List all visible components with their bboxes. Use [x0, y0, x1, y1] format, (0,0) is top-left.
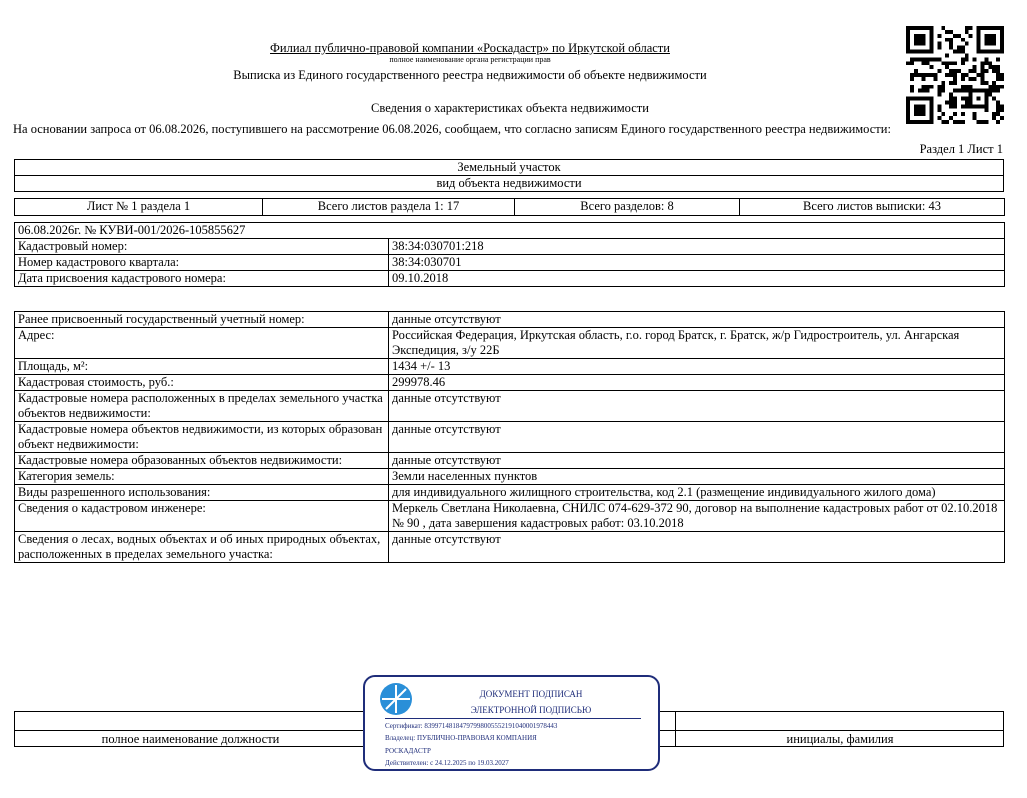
table-row [15, 453, 1005, 469]
stamp-divider [385, 718, 641, 719]
row-label: Кадастровые номера расположенных в пределах земельного участка объектов недвижимости: [15, 391, 389, 422]
stamp-title: ДОКУМЕНТ ПОДПИСАН [479, 689, 583, 699]
section-page-label: Раздел 1 Лист 1 [919, 142, 1003, 156]
row-value: данные отсутствуют [389, 391, 1005, 422]
row-label: Кадастровая стоимость, руб.: [15, 375, 389, 391]
row-label: Дата присвоения кадастрового номера: [15, 271, 389, 287]
total-sheets-count: Всего листов выписки: 43 [740, 199, 1005, 216]
position-label: полное наименование должности [101, 732, 280, 746]
electronic-signature-stamp [363, 675, 660, 771]
object-type: Земельный участок [15, 160, 1004, 176]
row-label: Виды разрешенного использования: [15, 485, 389, 501]
table-row [15, 359, 1005, 375]
row-label: Ранее присвоенный государственный учетный номер: [15, 312, 389, 328]
sheet-info-table [14, 198, 1005, 216]
row-label: Номер кадастрового квартала: [15, 255, 389, 271]
table-row [15, 375, 1005, 391]
row-value: данные отсутствуют [389, 312, 1005, 328]
record-table [14, 222, 1005, 287]
sections-count: Всего разделов: 8 [515, 199, 740, 216]
stamp-owner: Владелец: ПУБЛИЧНО-ПРАВОВАЯ КОМПАНИЯ [385, 734, 537, 742]
row-label: Кадастровые номера образованных объектов недвижимости: [15, 453, 389, 469]
row-label: Кадастровый номер: [15, 239, 389, 255]
table-row [15, 422, 1005, 453]
table-row [15, 312, 1005, 328]
qr-code-icon [906, 26, 1004, 124]
section-sheets-count: Всего листов раздела 1: 17 [263, 199, 515, 216]
row-label: Категория земель: [15, 469, 389, 485]
table-row [15, 255, 1005, 271]
table-row [15, 501, 1005, 532]
details-table [14, 311, 1005, 563]
name-label: инициалы, фамилия [786, 732, 894, 746]
row-label: Сведения о кадастровом инженере: [15, 501, 389, 532]
row-label: Кадастровые номера объектов недвижимости, из которых образован объект недвижимости: [15, 422, 389, 453]
row-value: Российская Федерация, Иркутская область, г.о. город Братск, г. Братск, ж/р Гидростроитель, ул. Ангарская Экспедиция, з/у 22Б [389, 328, 1005, 359]
row-value: Земли населенных пунктов [389, 469, 1005, 485]
row-value: 38:34:030701:218 [389, 239, 1005, 255]
row-value: для индивидуального жилищного строительства, код 2.1 (размещение индивидуального жилого дома) [389, 485, 1005, 501]
org-subtitle: полное наименование органа регистрации прав [389, 55, 551, 64]
row-value: Меркель Светлана Николаевна, СНИЛС 074-629-372 90, договор на выполнение кадастровых работ от 02.10.2018 № 90 , дата завершения кадастровых работ: 03.10.2018 [389, 501, 1005, 532]
table-row [15, 328, 1005, 359]
row-value: 38:34:030701 [389, 255, 1005, 271]
sheet-number: Лист № 1 раздела 1 [15, 199, 263, 216]
row-value: данные отсутствуют [389, 453, 1005, 469]
rosreestr-logo-icon [379, 682, 413, 716]
table-row [15, 532, 1005, 563]
row-value: 299978.46 [389, 375, 1005, 391]
object-type-caption: вид объекта недвижимости [15, 176, 1004, 192]
section-title: Сведения о характеристиках объекта недвижимости [371, 101, 649, 115]
row-value: 09.10.2018 [389, 271, 1005, 287]
row-label: Площадь, м²: [15, 359, 389, 375]
table-row [15, 485, 1005, 501]
row-label: Адрес: [15, 328, 389, 359]
object-type-table [14, 159, 1004, 192]
table-row [15, 271, 1005, 287]
row-value: данные отсутствуют [389, 532, 1005, 563]
row-value: данные отсутствуют [389, 422, 1005, 453]
org-title: Филиал публично-правовой компании «Роскадастр» по Иркутской области [270, 41, 670, 55]
stamp-certificate: Сертификат: 83997148184797998005552191040001978443 [385, 722, 558, 730]
stamp-owner-name: РОСКАДАСТР [385, 747, 431, 755]
stamp-validity: Действителен: с 24.12.2025 по 19.03.2027 [385, 759, 509, 767]
record-date-number: 06.08.2026г. № КУВИ-001/2026-105855627 [15, 223, 1005, 239]
stamp-subtitle: ЭЛЕКТРОННОЙ ПОДПИСЬЮ [470, 705, 592, 715]
table-row [15, 391, 1005, 422]
intro-text: На основании запроса от 06.08.2026, поступившего на рассмотрение 06.08.2026, сообщаем, что согласно записям Единого государственного реестра недвижимости: [13, 122, 891, 136]
document-title: Выписка из Единого государственного реестра недвижимости об объекте недвижимости [233, 68, 707, 82]
row-label: Сведения о лесах, водных объектах и об иных природных объектах, расположенных в пределах земельного участка: [15, 532, 389, 563]
table-row [15, 469, 1005, 485]
row-value: 1434 +/- 13 [389, 359, 1005, 375]
table-row [15, 239, 1005, 255]
